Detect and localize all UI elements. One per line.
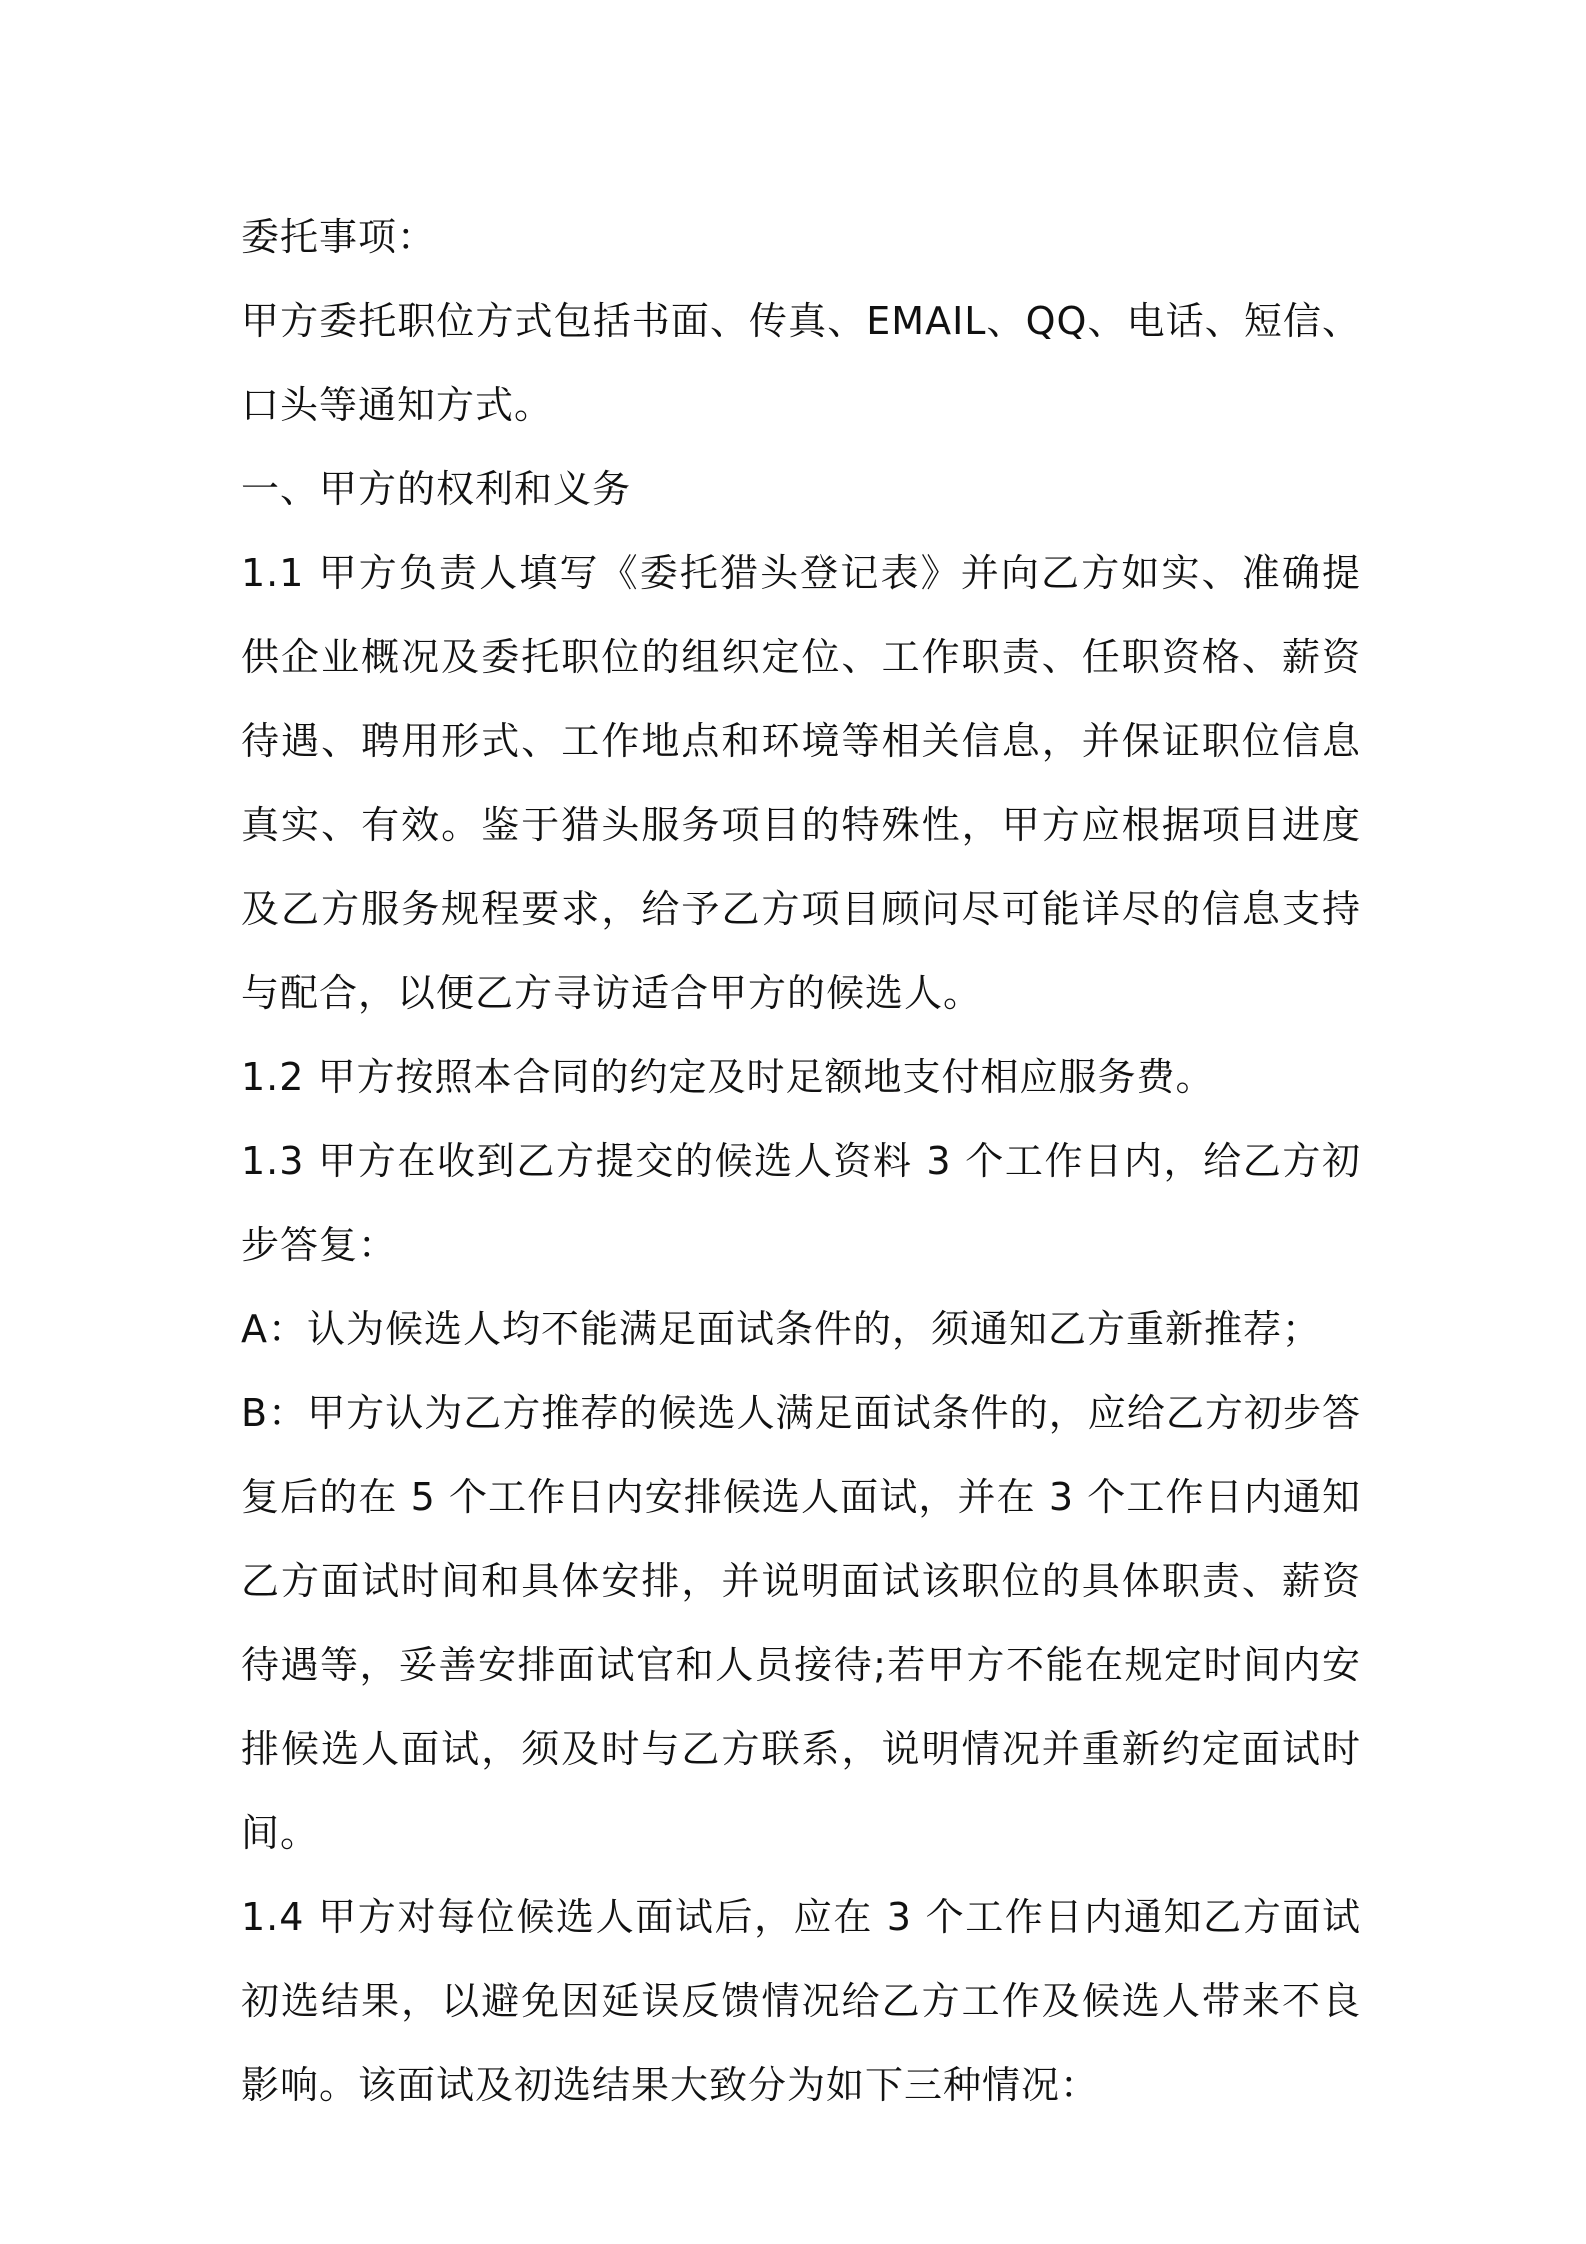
clause-1-1: 1.1 甲方负责人填写《委托猎头登记表》并向乙方如实、准确提供企业概况及委托职位的组织定位、工作职责、任职资格、薪资待遇、聘用形式、工作地点和环境等相关信息，并保证职位信息真实、有效。鉴于猎头服务项目的特殊性，甲方应根据项目进度及乙方服务规程要求，给予乙方项目顾问尽可能详尽的信息支持与配合，以便乙方寻访适合甲方的候选人。 [241,551,1361,1015]
clause-1-2: 1.2 甲方按照本合同的约定及时足额地支付相应服务费。 [241,1055,1215,1099]
section-heading-party-a-rights: 一、甲方的权利和义务 [241,467,632,511]
document-body [241,195,1361,2127]
clause-1-3-b: B：甲方认为乙方推荐的候选人满足面试条件的，应给乙方初步答复后的在 5 个工作日内安排候选人面试，并在 3 个工作日内通知乙方面试时间和具体安排，并说明面试该职位的具体职责、薪资待遇等，妥善安排面试官和人员接待;若甲方不能在规定时间内安排候选人面试，须及时与乙方联系，说明情况并重新约定面试时间。 [241,1391,1361,1855]
paragraph-entrust-methods: 甲方委托职位方式包括书面、传真、EMAIL、QQ、电话、短信、口头等通知方式。 [241,299,1361,427]
clause-1-3-a: A：认为候选人均不能满足面试条件的，须通知乙方重新推荐； [241,1307,1321,1351]
section-heading-entrusted-matters: 委托事项： [241,215,437,259]
clause-1-3: 1.3 甲方在收到乙方提交的候选人资料 3 个工作日内，给乙方初步答复： [241,1139,1361,1267]
clause-1-4: 1.4 甲方对每位候选人面试后，应在 3 个工作日内通知乙方面试初选结果，以避免因延误反馈情况给乙方工作及候选人带来不良影响。该面试及初选结果大致分为如下三种情况： [241,1895,1361,2107]
